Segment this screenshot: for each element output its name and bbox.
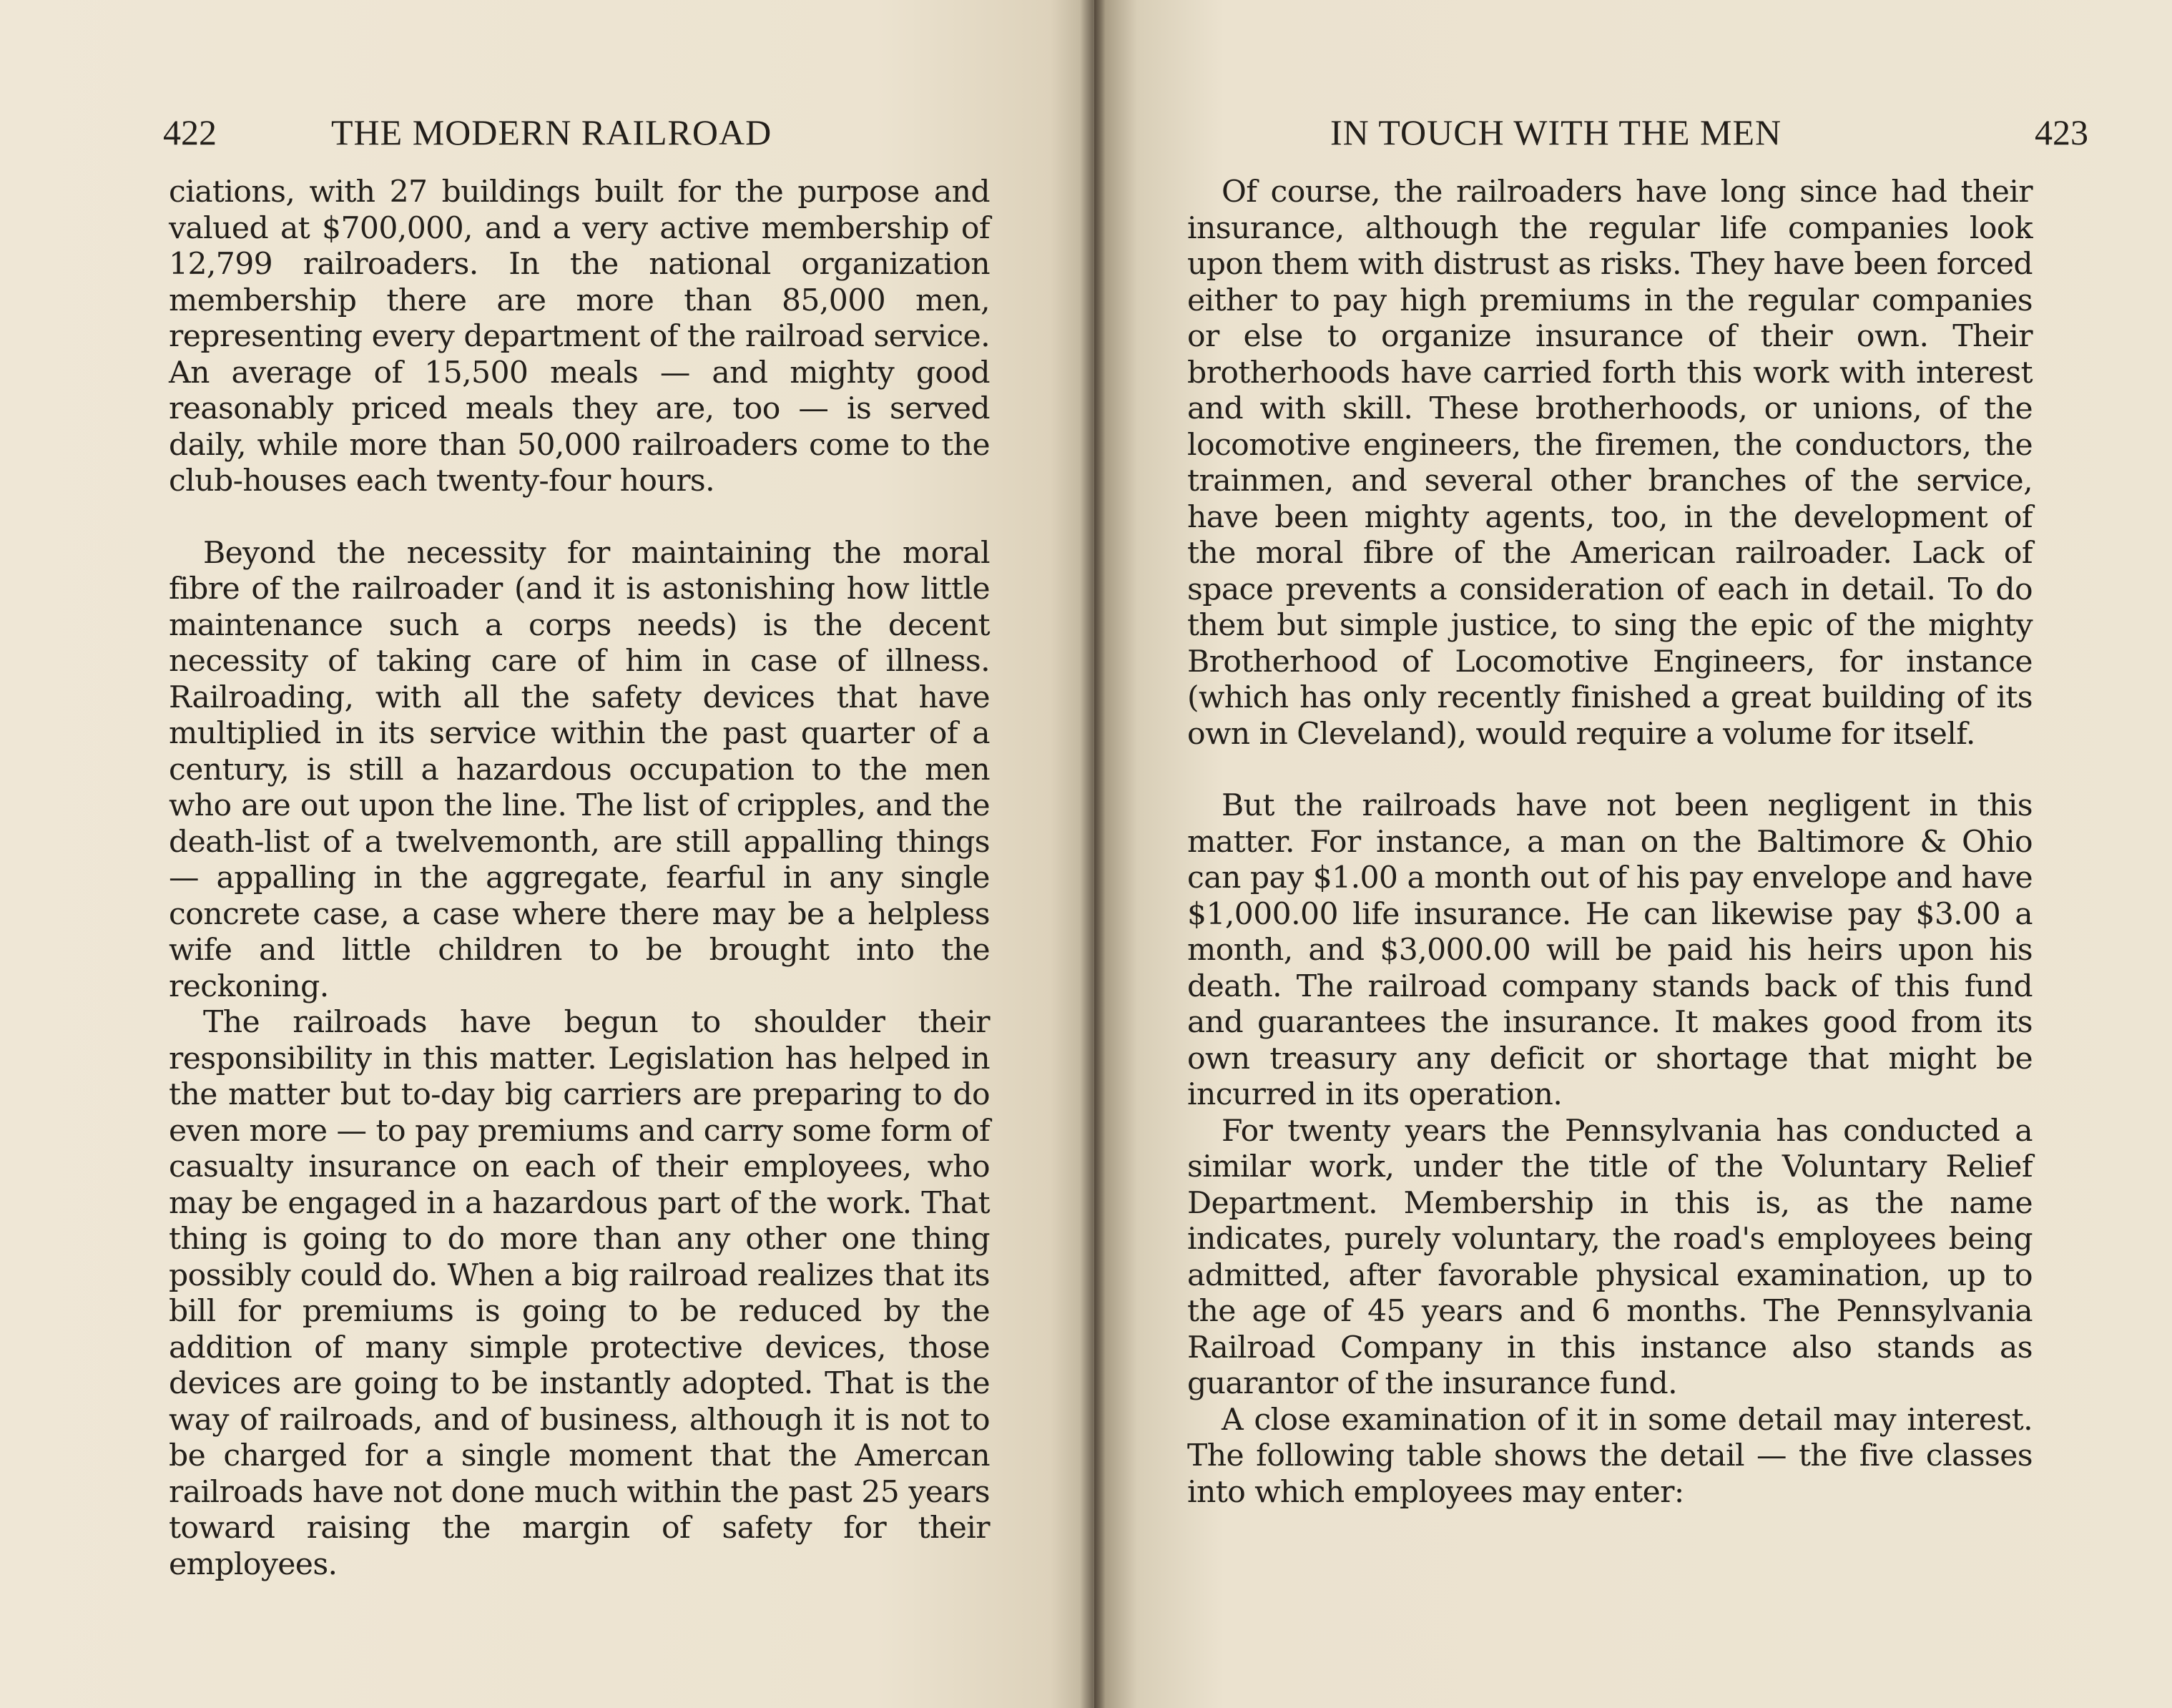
right-running-head: [1330, 107, 2088, 157]
right-body-text: [1187, 175, 2033, 1511]
left-running-head: [163, 107, 1036, 157]
right-paragraph-1: Of course, the railroaders have long since had their insurance, although the regular life companies look upon them with distrust as risks. They have been forced either to pay high premiums in the regular companies or else to organize insurance of their own. Their brotherhoods have carried forth this work with interest and with skill. These brotherhoods, or unions, of the locomotive engineers, the firemen, the conductors, the trainmen, and several other branches of the service, have been mighty agents, too, in the development of the moral fibre of the American railroader. Lack of space prevents a consideration of each in detail. To do them but simple justice, to sing the epic of the mighty Brotherhood of Locomotive Engineers, for instance (which has only recently finished a great building of its own in Cleveland), would require a volume for itself.: [1187, 175, 2033, 752]
right-paragraph-4: A close examination of it in some detail may interest. The following table shows the detail — the five classes into which employees may enter:: [1187, 1402, 2033, 1510]
right-paragraph-3: For twenty years the Pennsylvania has conducted a similar work, under the title of the Voluntary Relief Department. Membership in this is, as the name indicates, purely voluntary, the road's employees being admitted, after favorable physical examination, up to the age of 45 years and 6 months. The Pennsylvania Railroad Company in this instance also stands as guarantor of the insurance fund.: [1187, 1113, 2033, 1401]
left-paragraph-1: ciations, with 27 buildings built for the purpose and valued at $700,000, and a very active membership of 12,799 railroaders. In the national organization membership there are more than 85,000 men, representing every department of the railroad service. An average of 15,500 meals — and mighty good reasonably priced meals they are, too — is served daily, while more than 50,000 railroaders come to the club-houses each twenty-four hours.: [169, 175, 990, 499]
right-page-number: 423: [2035, 112, 2088, 152]
right-running-title: IN TOUCH WITH THE MEN: [1330, 112, 1782, 152]
book-gutter: [1080, 0, 1106, 1708]
left-running-title: THE MODERN RAILROAD: [331, 112, 772, 152]
left-paragraph-3: The railroads have begun to shoulder their responsibility in this matter. Legislation has helped in the matter but to-day big carriers are preparing to do even more — to pay premiums and carry some form of casualty insurance on each of their employees, who may be engaged in a hazardous part of the work. That thing is going to do more than any other one thing possibly could do. When a big railroad realizes that its bill for premiums is going to be reduced by the addition of many simple protective devices, those devices are going to be instantly adopted. That is the way of railroads, and of business, although it is not to be charged for a single moment that the Amercan railroads have not done much within the past 25 years toward raising the margin of safety for their employees.: [169, 1005, 990, 1582]
left-page-number: 422: [163, 112, 217, 152]
left-body-text: [169, 175, 990, 1583]
right-page: [1094, 0, 2172, 1708]
left-paragraph-2: Beyond the necessity for maintaining the moral fibre of the railroader (and it is astonishing how little maintenance such a corps needs) is the decent necessity of taking care of him in case of illness. Railroading, with all the safety devices that have multiplied in its service within the past quarter of a century, is still a hazardous occupation to the men who are out upon the line. The list of cripples, and the death-list of a twelvemonth, are still appalling things — appalling in the aggregate, fearful in any single concrete case, a case where there may be a helpless wife and little children to be brought into the reckoning.: [169, 535, 990, 1004]
right-paragraph-2: But the railroads have not been negligent in this matter. For instance, a man on the Baltimore & Ohio can pay $1.00 a month out of his pay envelope and have $1,000.00 life insurance. He can likewise pay $3.00 a month, and $3,000.00 will be paid his heirs upon his death. The railroad company stands back of this fund and guarantees the insurance. It makes good from its own treasury any deficit or shortage that might be incurred in its operation.: [1187, 788, 2033, 1112]
